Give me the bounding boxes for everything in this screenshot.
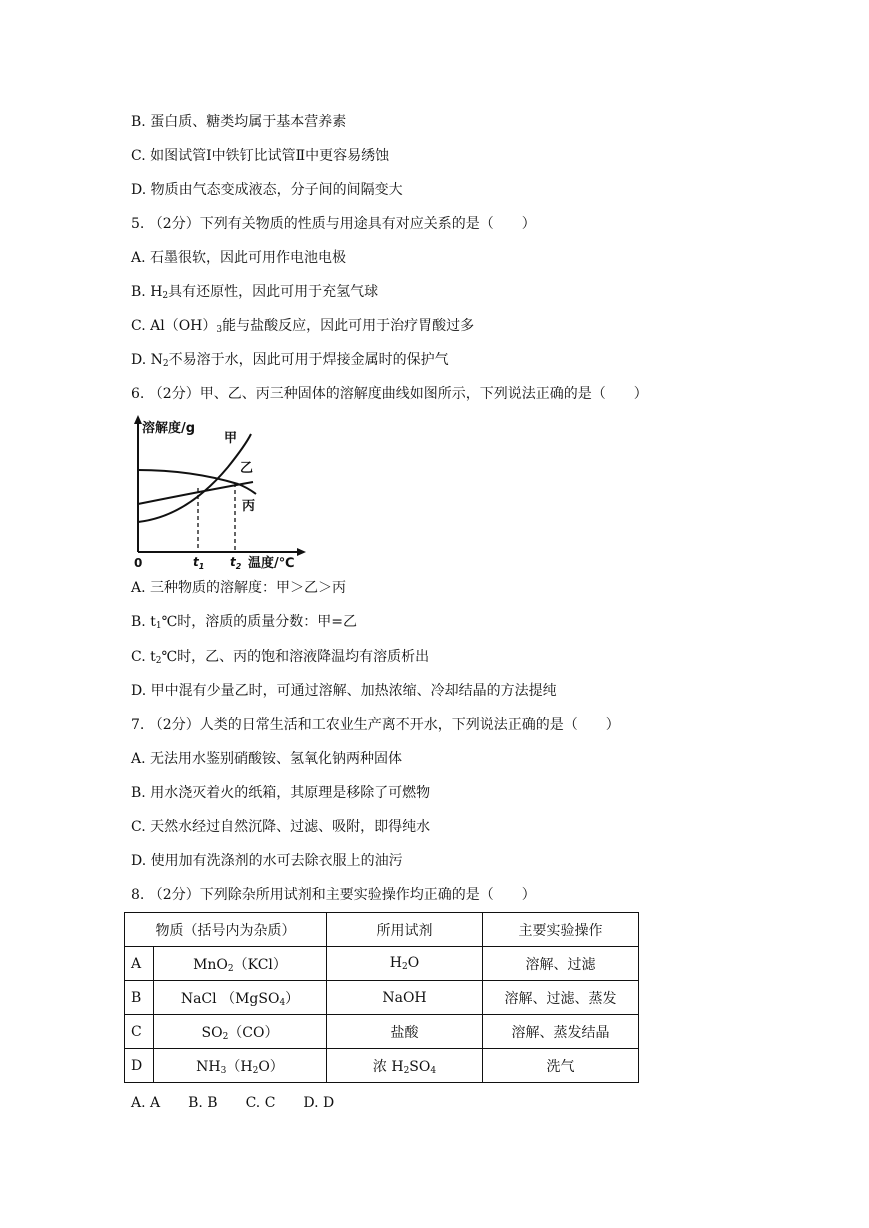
q4-option-c: C. 如图试管Ⅰ中铁钉比试管Ⅱ中更容易绣蚀 [131,148,390,164]
q5-stem: 5. （2分）下列有关物质的性质与用途具有对应关系的是（ ） [131,216,536,232]
row-reagent: 浓 $H_2SO_4$ [327,1049,483,1083]
q6-option-a: A. 三种物质的溶解度：甲＞乙＞丙 [131,580,347,596]
q5-option-c: C. $Al(OH)_3$能与盐酸反应，因此可用于治疗胃酸过多 [131,318,475,335]
row-operation: 溶解、过滤、蒸发 [483,981,639,1015]
row-operation: 洗气 [483,1049,639,1083]
label-yi: 乙 [240,461,254,476]
row-label: C [125,1015,154,1049]
x-axis-label: 温度/℃ [248,556,295,571]
curve-yi [138,482,253,504]
header-substance: 物质（括号内为杂质） [125,913,327,947]
row-operation: 溶解、蒸发结晶 [483,1015,639,1049]
label-bing: 丙 [242,499,256,514]
origin-label: 0 [134,556,143,570]
q8-stem: 8. （2分）下列除杂所用试剂和主要实验操作均正确的是（ ） [131,887,536,903]
table-row [125,1015,639,1049]
q7-option-b: B. 用水浇灭着火的纸箱，其原理是移除了可燃物 [131,785,431,801]
q7-stem: 7. （2分）人类的日常生活和工农业生产离不开水，下列说法正确的是（ ） [131,717,620,733]
q6-option-c: C. $t_2℃$时，乙、丙的饱和溶液降温均有溶质析出 [131,649,430,666]
header-reagent: 所用试剂 [327,913,483,947]
row-reagent: NaOH [327,981,483,1015]
q5-option-b: B. $H_2$具有还原性，因此可用于充氢气球 [131,284,379,301]
curve-jia [138,434,254,522]
row-label: A [125,947,154,981]
row-substance: $SO_2(CO)$ [154,1015,327,1049]
row-substance: $NH_3(H_2O)$ [154,1049,327,1083]
row-substance: MnO$_2$（KCl） [154,947,327,981]
y-axis-arrow [134,415,142,424]
row-reagent: 盐酸 [327,1015,483,1049]
table-header-row [125,913,639,947]
t1-label: $t_1$ [193,555,205,571]
row-operation: 溶解、过滤 [483,947,639,981]
row-label: B [125,981,154,1015]
q8-options-table [124,912,639,1083]
table-row [125,981,639,1015]
label-jia: 甲 [224,431,238,446]
table-row [125,1049,639,1083]
q8-answer-choices: A. A B. B C. C D. D [131,1095,335,1111]
q5-option-d: D. $N_2$不易溶于水，因此可用于焊接金属时的保护气 [131,352,449,369]
q7-option-c: C. 天然水经过自然沉降、过滤、吸附，即得纯水 [131,819,431,835]
q5-option-a: A. 石墨很软，因此可用作电池电极 [131,250,347,266]
curve-bing [138,470,256,494]
solubility-curve-figure [128,412,313,572]
y-axis-label: 溶解度/g [142,421,196,436]
q7-option-d: D. 使用加有洗涤剂的水可去除衣服上的油污 [131,853,403,869]
header-operation: 主要实验操作 [483,913,639,947]
table-row [125,947,639,981]
x-axis-arrow [297,548,306,556]
q6-option-b: B. $t_1℃$时，溶质的质量分数：甲=乙 [131,614,357,631]
q4-option-b: B. 蛋白质、糖类均属于基本营养素 [131,114,347,130]
row-reagent: $H_2O$ [327,947,483,981]
q6-stem: 6. （2分）甲、乙、丙三种固体的溶解度曲线如图所示，下列说法正确的是（ ） [131,386,648,402]
q4-option-d: D. 物质由气态变成液态，分子间的间隔变大 [131,182,403,198]
t2-label: $t_2$ [230,555,242,571]
q7-option-a: A. 无法用水鉴别硝酸铵、氢氧化钠两种固体 [131,751,403,767]
row-label: D [125,1049,154,1083]
q6-option-d: D. 甲中混有少量乙时，可通过溶解、加热浓缩、冷却结晶的方法提纯 [131,683,557,699]
row-substance: NaCl （MgSO$_4$） [154,981,327,1015]
